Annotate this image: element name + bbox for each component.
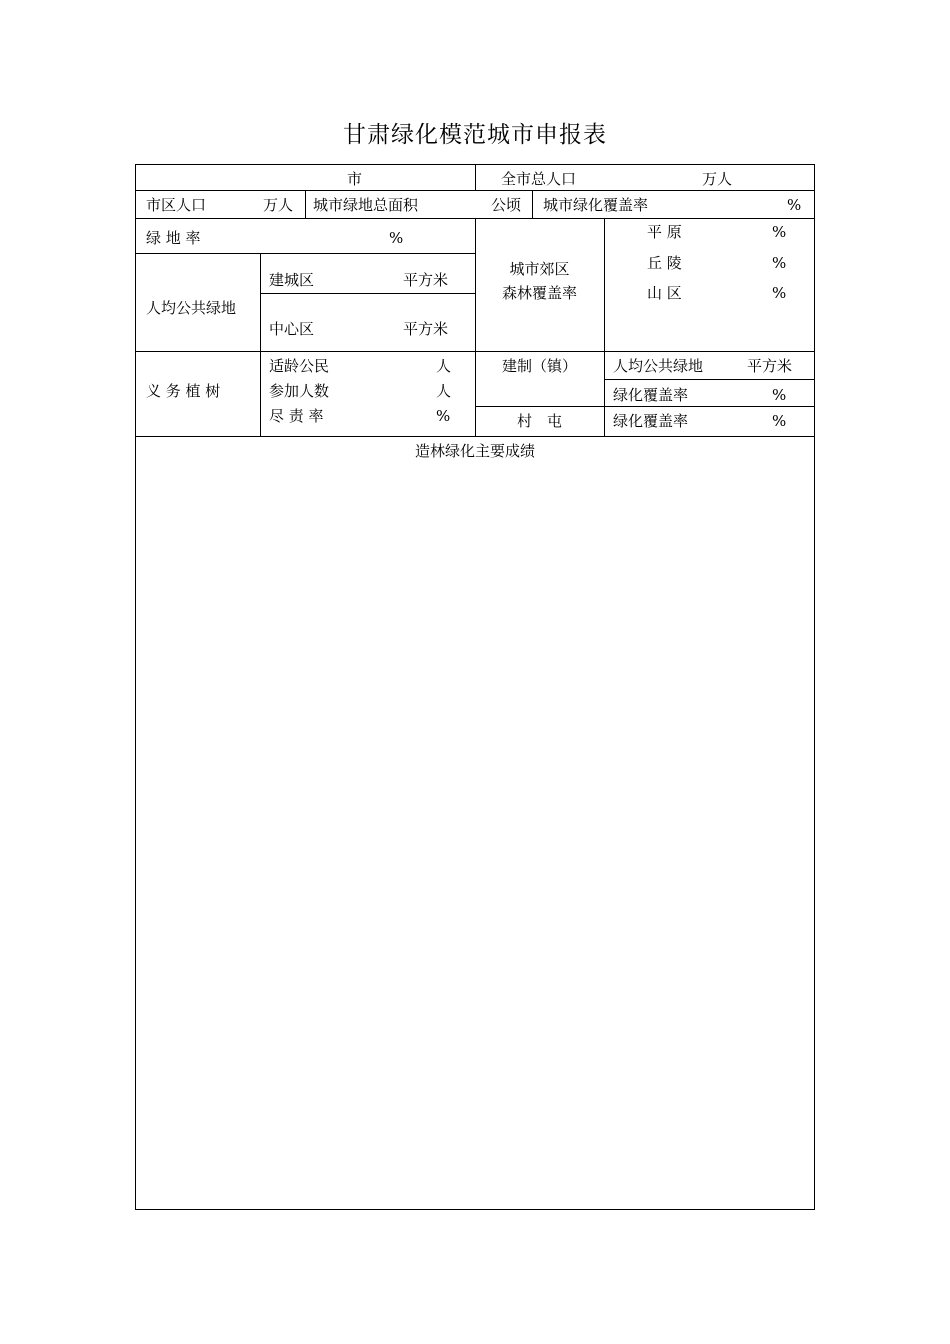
plain-unit: % [772,223,787,241]
achievements-label: 造林绿化主要成绩 [414,442,535,460]
village-label: 村 屯 [516,412,562,430]
total-population-label: 全市总人口 [501,170,577,188]
mountain-label: 山 区 [647,284,682,302]
green-rate-unit: % [389,229,404,247]
center-area-label: 中心区 [269,320,315,338]
urban-population-unit: 万人 [263,196,294,214]
row-divider [136,190,814,191]
participants-unit: 人 [436,382,452,400]
suburb-forest-label-line1: 城市郊区 [509,260,570,278]
column-divider [532,190,533,218]
built-area-unit: 平方米 [403,271,449,289]
column-divider [260,253,261,436]
village-cover-label: 绿化覆盖率 [613,412,689,430]
duty-rate-unit: % [436,407,451,425]
green-area-label: 城市绿地总面积 [313,196,419,214]
built-area-label: 建城区 [269,271,315,289]
page-title: 甘肃绿化模范城市申报表 [343,122,607,148]
column-divider [604,218,605,436]
row-divider [136,253,475,254]
voluntary-planting-label: 义 务 植 树 [146,382,221,400]
green-cover-unit: % [787,196,802,214]
green-rate-label: 绿 地 率 [146,229,201,247]
duty-rate-label: 尽 责 率 [269,407,324,425]
town-per-capita-unit: 平方米 [747,357,793,375]
row-divider [260,293,475,294]
eligible-citizens-label: 适龄公民 [269,357,330,375]
town-cover-label: 绿化覆盖率 [613,386,689,404]
mountain-unit: % [772,284,787,302]
application-form-table [135,164,815,1210]
hill-unit: % [772,254,787,272]
row-divider [604,379,814,380]
town-per-capita-label: 人均公共绿地 [613,357,704,375]
eligible-citizens-unit: 人 [436,357,452,375]
column-divider [475,218,476,436]
suburb-forest-label-line2: 森林覆盖率 [501,284,577,302]
center-area-unit: 平方米 [403,320,449,338]
village-cover-unit: % [772,412,787,430]
city-suffix-label: 市 [347,170,363,188]
column-divider [475,165,476,190]
hill-label: 丘 陵 [647,254,682,272]
total-population-unit: 万人 [702,170,733,188]
town-label: 建制（镇） [501,357,577,375]
green-cover-label: 城市绿化覆盖率 [543,196,649,214]
row-divider [475,406,814,407]
town-cover-unit: % [772,386,787,404]
urban-population-label: 市区人口 [146,196,207,214]
plain-label: 平 原 [647,223,682,241]
per-capita-green-label: 人均公共绿地 [146,299,237,317]
green-area-unit: 公顷 [491,196,522,214]
column-divider [305,190,306,218]
participants-label: 参加人数 [269,382,330,400]
row-divider [136,436,814,437]
